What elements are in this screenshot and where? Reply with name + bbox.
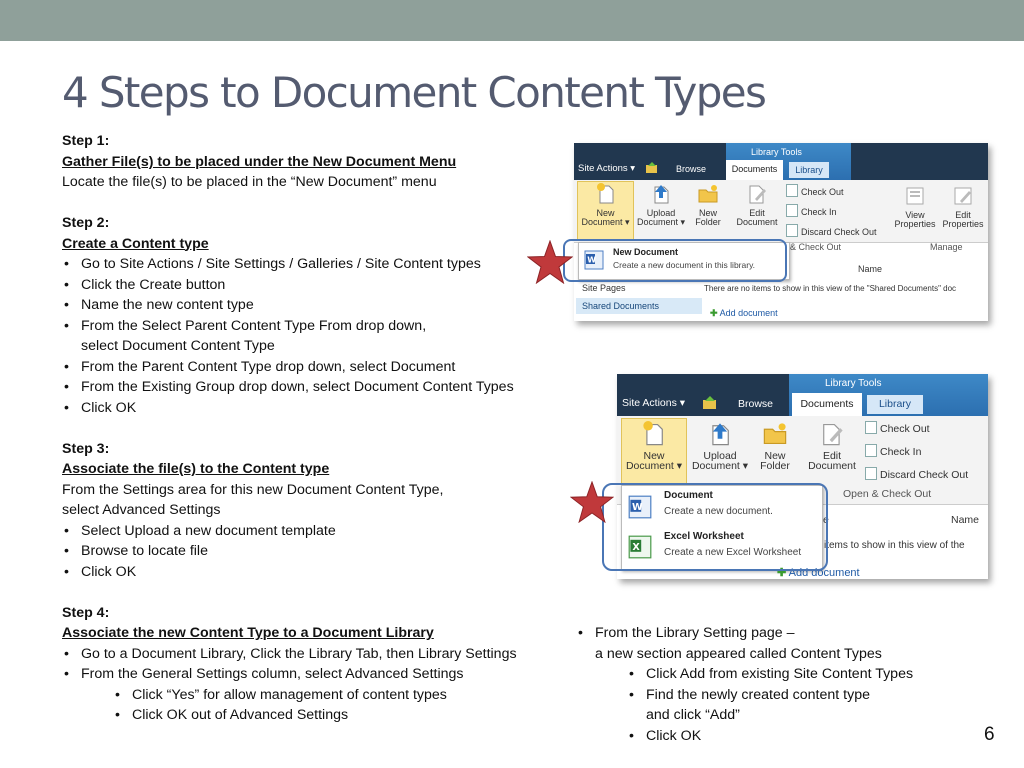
upload-document-button[interactable]: Upload Document ▾ <box>689 421 751 471</box>
sub-list-item: • Find the newly created content type <box>627 685 996 706</box>
list-item: • From the Select Parent Content Type From drop down, <box>62 316 572 337</box>
sub-list-item: • Click OK out of Advanced Settings <box>113 705 572 726</box>
svg-text:W: W <box>587 255 597 265</box>
check-out-icon <box>865 421 877 434</box>
library-tools-label: Library Tools <box>751 147 802 157</box>
group-open-check-out: & Check Out <box>790 242 842 252</box>
check-in-button[interactable]: Check In <box>786 204 837 217</box>
list-item-continuation: select Document Content Type <box>81 338 275 354</box>
group-manage: Manage <box>930 242 963 252</box>
highlight-box-new-document <box>563 239 787 282</box>
folder-icon <box>697 183 719 205</box>
nav-site-pages[interactable]: Site Pages <box>582 283 626 293</box>
name-column-header[interactable]: Name <box>951 514 980 526</box>
site-actions-menu[interactable]: Site Actions ▾ <box>622 397 686 409</box>
navigate-up-icon[interactable] <box>646 162 658 173</box>
discard-check-out-button[interactable]: Discard Check Out <box>786 224 877 237</box>
sub-list-item: • Click Add from existing Site Content Types <box>627 664 996 685</box>
edit-properties-button[interactable]: Edit Properties <box>940 185 986 229</box>
highlight-box-document-types <box>602 483 828 571</box>
nav-shared-documents[interactable]: Shared Documents <box>576 298 702 314</box>
top-bar <box>0 0 1024 41</box>
list-item: • Go to a Document Library, Click the Library Tab, then Library Settings <box>62 644 572 665</box>
edit-document-button[interactable]: Edit Document <box>732 183 782 227</box>
check-out-button[interactable]: Check Out <box>786 184 844 197</box>
steps-body <box>62 131 572 726</box>
step1-text: Locate the file(s) to be placed in the “New Document” menu <box>62 174 437 190</box>
step4-subheading: Associate the new Content Type to a Document Library <box>62 625 434 641</box>
upload-icon <box>707 421 733 447</box>
edit-document-icon <box>819 421 845 447</box>
list-item: • Click OK <box>62 398 572 419</box>
group-open-check-out: Open & Check Out <box>843 488 932 500</box>
list-item: • Go to Site Actions / Site Settings / Galleries / Site Content types <box>62 254 572 275</box>
star-icon <box>570 481 614 523</box>
check-in-icon <box>865 444 877 457</box>
new-folder-button[interactable]: New Folder <box>688 183 728 227</box>
add-document-link[interactable]: ✚ Add document <box>777 567 860 579</box>
list-item: • Click the Create button <box>62 275 572 296</box>
tab-library[interactable]: Library <box>789 162 829 178</box>
edit-properties-icon <box>952 185 974 207</box>
tab-documents[interactable]: Documents <box>792 393 862 416</box>
upload-document-button[interactable]: Upload Document ▾ <box>635 183 687 227</box>
page-number: 6 <box>984 724 995 745</box>
svg-text:W: W <box>631 501 643 513</box>
step1-heading: Step 1: <box>62 133 110 149</box>
step4-heading: Step 4: <box>62 604 110 621</box>
slide-title: 4 Steps to Document Content Types <box>62 68 766 117</box>
new-document-item-title[interactable]: New Document <box>613 247 679 257</box>
add-icon: ✚ <box>777 567 787 579</box>
check-out-button[interactable]: Check Out <box>865 421 930 435</box>
screenshot-new-document-menu <box>574 143 988 321</box>
step3-heading: Step 3: <box>62 440 110 457</box>
navigate-up-icon[interactable] <box>703 396 717 409</box>
list-item: • Name the new content type <box>62 295 572 316</box>
document-item-title[interactable]: Document <box>664 490 713 501</box>
new-document-icon <box>595 183 617 205</box>
check-in-button[interactable]: Check In <box>865 444 921 458</box>
check-in-icon <box>786 204 798 217</box>
name-column-header[interactable]: Name <box>858 264 883 274</box>
check-out-icon <box>786 184 798 197</box>
star-icon <box>527 240 573 284</box>
new-document-icon <box>641 421 667 447</box>
new-document-item-desc: Create a new document in this library. <box>613 260 756 270</box>
library-settings-notes <box>576 623 996 746</box>
svg-text:X: X <box>632 541 640 553</box>
sub-list-item: • Click OK <box>627 726 996 747</box>
list-item: • From the Parent Content Type drop down, select Document <box>62 357 572 378</box>
view-properties-button[interactable]: View Properties <box>892 185 938 229</box>
library-tools-label: Library Tools <box>825 378 882 389</box>
edit-document-button[interactable]: Edit Document <box>803 421 861 471</box>
excel-worksheet-item-title[interactable]: Excel Worksheet <box>664 531 744 542</box>
sub-list-item: • Click “Yes” for allow management of content types <box>113 685 572 706</box>
step2-heading: Step 2: <box>62 215 110 231</box>
folder-icon <box>762 421 788 447</box>
tab-browse[interactable]: Browse <box>676 164 707 174</box>
upload-icon <box>650 183 672 205</box>
excel-worksheet-item-desc: Create a new Excel Worksheet <box>664 547 802 558</box>
list-item: • Browse to locate file <box>62 541 572 562</box>
tab-documents[interactable]: Documents <box>726 160 783 180</box>
step3-text-line: From the Settings area for this new Document Content Type, <box>62 481 444 498</box>
step3-subheading: Associate the file(s) to the Content type <box>62 461 330 477</box>
tab-library[interactable]: Library <box>867 395 923 414</box>
edit-document-icon <box>746 183 768 205</box>
add-document-link[interactable]: ✚ Add document <box>710 308 778 318</box>
empty-view-message: There are no items to show in this view of the "Shared Documents" doc <box>704 284 957 293</box>
discard-check-out-icon <box>786 224 798 237</box>
discard-check-out-button[interactable]: Discard Check Out <box>865 467 968 481</box>
new-folder-button[interactable]: New Folder <box>753 421 797 471</box>
list-item: • From the General Settings column, select Advanced Settings <box>62 664 572 685</box>
view-properties-icon <box>904 185 926 207</box>
list-item: • From the Existing Group drop down, select Document Content Types <box>62 377 572 398</box>
sub-list-item-continuation: and click “Add” <box>646 707 740 723</box>
step3-text-line: select Advanced Settings <box>62 502 221 518</box>
list-item-continuation: a new section appeared called Content Types <box>595 645 882 662</box>
list-item: • Click OK <box>62 562 572 583</box>
tab-browse[interactable]: Browse <box>738 398 774 410</box>
add-icon: ✚ <box>710 308 718 318</box>
step1-subheading: Gather File(s) to be placed under the New Document Menu <box>62 153 457 170</box>
list-item: • From the Library Setting page – <box>576 623 996 644</box>
new-document-button[interactable]: New Document ▾ <box>578 183 633 227</box>
column-header-partial: e <box>823 514 829 526</box>
document-item-desc: Create a new document. <box>664 506 773 517</box>
discard-check-out-icon <box>865 467 877 480</box>
empty-view-message: items to show in this view of the <box>824 540 965 551</box>
list-item: • Select Upload a new document template <box>62 521 572 542</box>
site-actions-menu[interactable]: Site Actions ▾ <box>578 163 636 174</box>
new-document-button[interactable]: New Document ▾ <box>621 421 687 471</box>
step2-subheading: Create a Content type <box>62 235 209 252</box>
